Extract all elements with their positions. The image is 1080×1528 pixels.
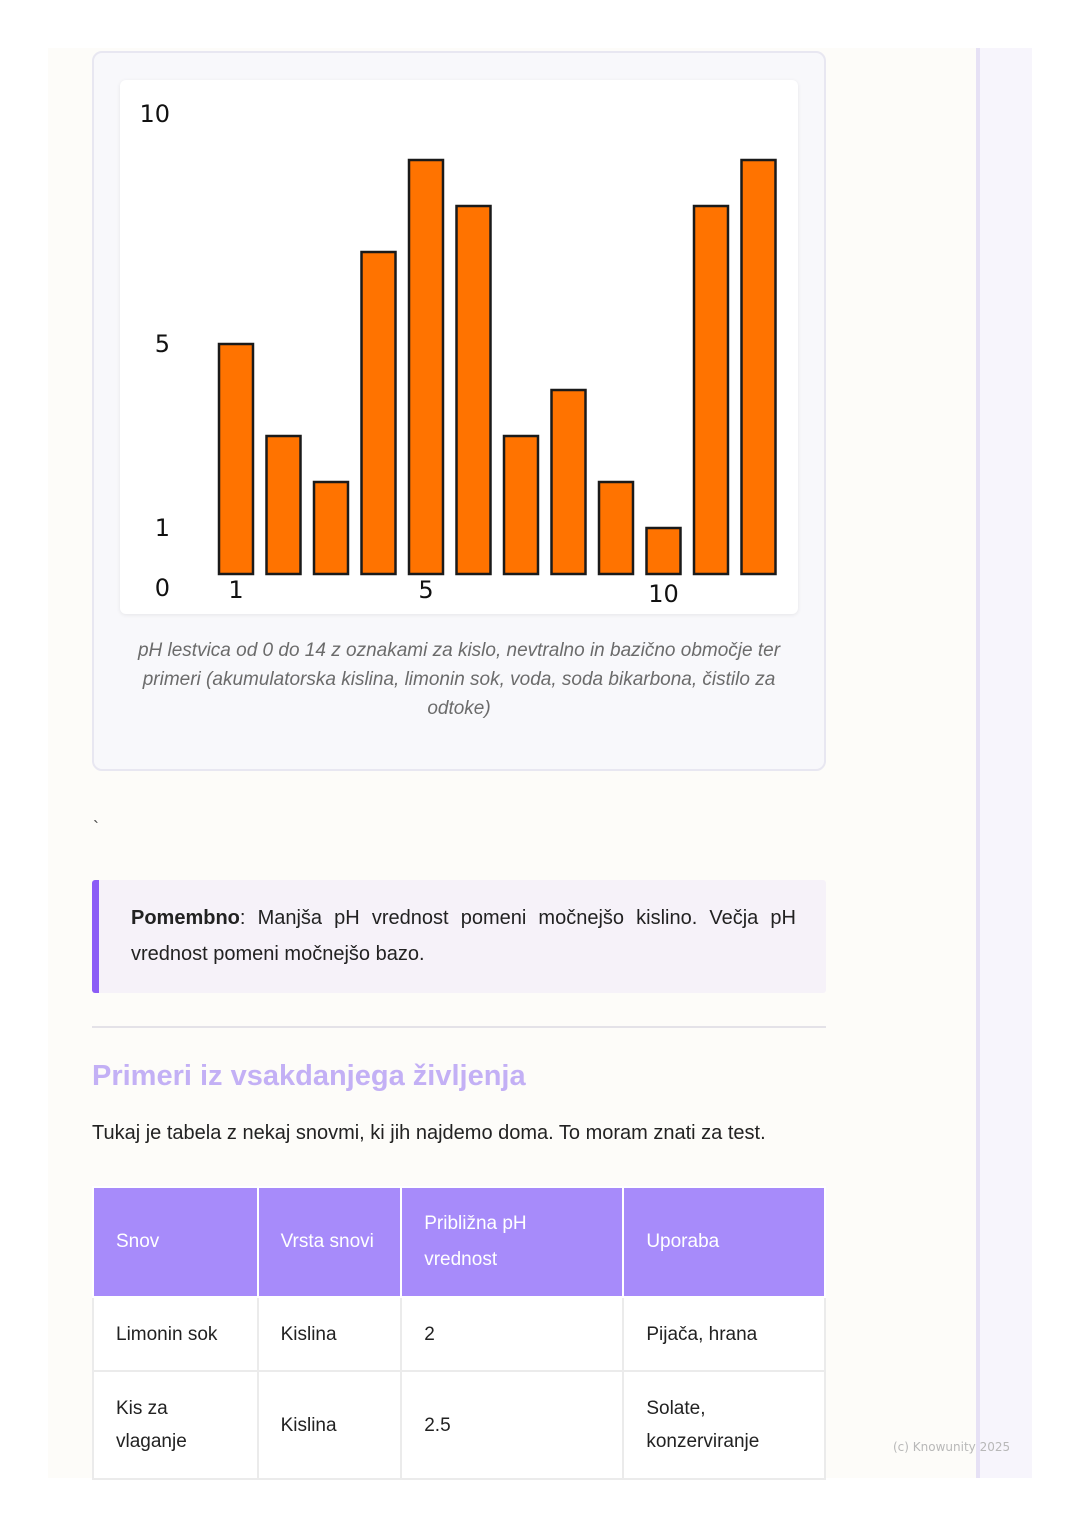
bar-12	[742, 160, 776, 574]
table-cell: Kis za vlaganje	[93, 1371, 258, 1479]
table-cell: 2	[401, 1297, 623, 1371]
important-callout	[92, 880, 826, 993]
divider	[92, 1026, 826, 1028]
section-intro: Tukaj je tabela z nekaj snovmi, ki jih najdemo doma. To moram znati za test.	[92, 1122, 766, 1144]
table-row	[93, 1371, 825, 1479]
header-vrsta: Vrsta snovi	[258, 1187, 402, 1297]
bar-9	[599, 482, 633, 574]
header-uporaba: Uporaba	[623, 1187, 825, 1297]
stray-mark: `	[93, 818, 99, 838]
bar-3	[314, 482, 348, 574]
watermark: (c) Knowunity 2025	[893, 1440, 1011, 1454]
y-tick-label: 0	[154, 574, 170, 602]
header-ph: Približna pH vrednost	[401, 1187, 623, 1297]
chart-svg	[120, 80, 798, 614]
x-tick-label: 5	[418, 576, 434, 604]
bar-11	[694, 206, 728, 574]
bar-5	[409, 160, 443, 574]
substances-table	[92, 1186, 826, 1480]
table-cell: Limonin sok	[93, 1297, 258, 1371]
figure-caption: pH lestvica od 0 do 14 z oznakami za kislo, nevtralno in bazično območje ter primeri (akumulatorska kislina, limonin sok, voda, soda bikarbona, čistilo za odtoke)	[137, 640, 781, 719]
table-cell: Solate, konzerviranje	[623, 1371, 825, 1479]
table-cell: Kislina	[258, 1371, 402, 1479]
bar-7	[504, 436, 538, 574]
bar-2	[267, 436, 301, 574]
table-cell: Pijača, hrana	[623, 1297, 825, 1371]
y-tick-label: 5	[154, 330, 170, 358]
callout-text	[131, 900, 796, 972]
bar-1	[219, 344, 253, 574]
bar-6	[457, 206, 491, 574]
table-cell: 2.5	[401, 1371, 623, 1479]
bar-chart	[120, 80, 798, 614]
table-cell: Kislina	[258, 1297, 402, 1371]
y-tick-label: 1	[154, 514, 170, 542]
table-header-row	[93, 1187, 825, 1297]
bar-8	[552, 390, 586, 574]
bar-4	[362, 252, 396, 574]
header-snov: Snov	[93, 1187, 258, 1297]
table-row	[93, 1297, 825, 1371]
x-tick-label: 10	[648, 580, 679, 608]
callout-body: : Manjša pH vrednost pomeni močnejšo kislino. Večja pH vrednost pomeni močnejšo bazo.	[131, 907, 796, 965]
x-tick-label: 1	[228, 576, 244, 604]
y-tick-label: 10	[139, 100, 170, 128]
callout-label: Pomembno	[131, 907, 240, 929]
right-sidebar	[976, 48, 1032, 1478]
section-title: Primeri iz vsakdanjega življenja	[92, 1060, 526, 1092]
bar-10	[647, 528, 681, 574]
